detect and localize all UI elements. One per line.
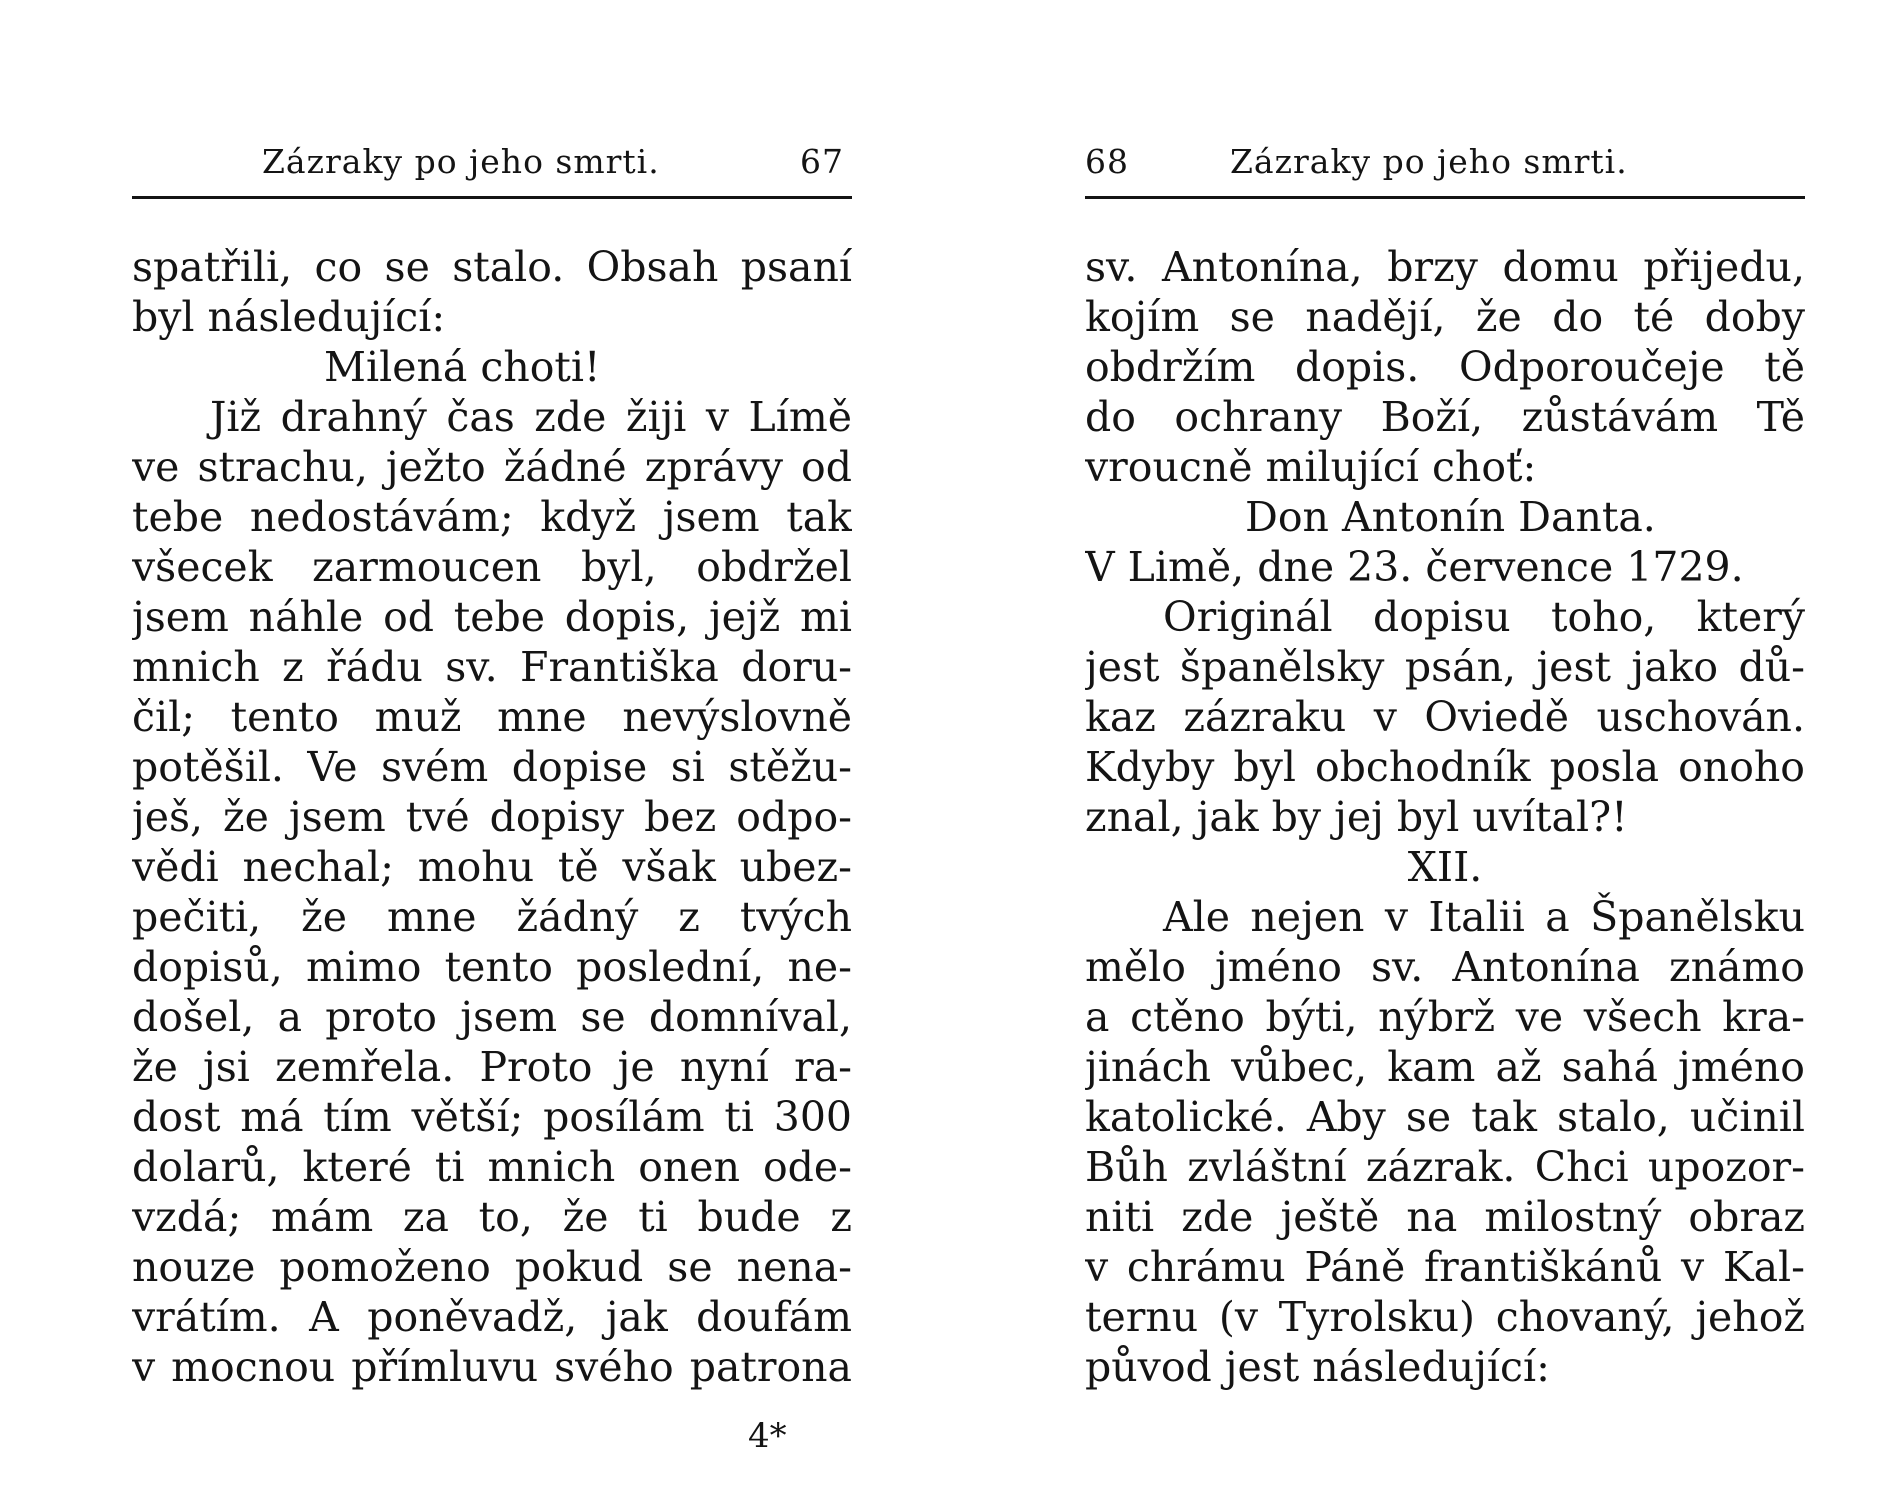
text-line: jsem náhle od tebe dopis, jejž mi xyxy=(132,593,852,641)
text-line: spatřili, co se stalo. Obsah psaní xyxy=(132,243,852,291)
text-line: ješ, že jsem tvé dopisy bez odpo- xyxy=(132,793,852,841)
text-line: potěšil. Ve svém dopise si stěžu- xyxy=(132,743,852,791)
letter-salutation: Milená choti! xyxy=(324,343,601,391)
text-line: ternu (v Tyrolsku) chovaný, jehož xyxy=(1085,1293,1805,1341)
text-line: dolarů, které ti mnich onen ode- xyxy=(132,1143,852,1191)
header-rule xyxy=(1085,196,1805,199)
text-line: kojím se nadějí, že do té doby xyxy=(1085,293,1805,341)
text-line: v mocnou přímluvu svého patrona xyxy=(132,1343,852,1391)
text-line: niti zde ještě na milostný obraz xyxy=(1085,1193,1805,1241)
text-line: čil; tento muž mne nevýslovně xyxy=(132,693,852,741)
text-line: pečiti, že mne žádný z tvých xyxy=(132,893,852,941)
text-line: Ale nejen v Italii a Španělsku xyxy=(1163,893,1805,941)
text-line: jest španělsky psán, jest jako dů- xyxy=(1085,643,1805,691)
text-line: mnich z řádu sv. Františka doru- xyxy=(132,643,852,691)
header-title: Zázraky po jeho smrti. xyxy=(262,142,660,181)
text-line: byl následující: xyxy=(132,293,446,341)
text-line: jinách vůbec, kam až sahá jméno xyxy=(1085,1043,1805,1091)
text-line: ve strachu, ježto žádné zprávy od xyxy=(132,443,852,491)
text-line: znal, jak by jej byl uvítal?! xyxy=(1085,793,1628,841)
text-line: všecek zarmoucen byl, obdržel xyxy=(132,543,852,591)
header-rule xyxy=(132,196,852,199)
text-line: Kdyby byl obchodník posla onoho xyxy=(1085,743,1805,791)
chapter-heading: XII. xyxy=(1407,843,1483,891)
text-line: do ochrany Boží, zůstávám Tě xyxy=(1085,393,1805,441)
letter-dateline: V Limě, dne 23. července 1729. xyxy=(1085,543,1744,591)
text-line: nouze pomoženo pokud se nena- xyxy=(132,1243,852,1291)
page-body xyxy=(1085,242,1805,1392)
text-line: vroucně milující choť: xyxy=(1085,443,1537,491)
text-line: vědi nechal; mohu tě však ubez- xyxy=(132,843,852,891)
text-line: v chrámu Páně františkánů v Kal- xyxy=(1085,1243,1805,1291)
text-line: kaz zázraku v Oviedě uschován. xyxy=(1085,693,1805,741)
text-line: a ctěno býti, nýbrž ve všech kra- xyxy=(1085,993,1805,1041)
text-line: vrátím. A poněvadž, jak doufám xyxy=(132,1293,852,1341)
text-line: dopisů, mimo tento poslední, ne- xyxy=(132,943,852,991)
text-line: katolické. Aby se tak stalo, učinil xyxy=(1085,1093,1805,1141)
signature-mark: 4* xyxy=(748,1416,787,1456)
text-line: původ jest následující: xyxy=(1085,1343,1550,1391)
text-line: Originál dopisu toho, který xyxy=(1163,593,1805,641)
text-line: tebe nedostávám; když jsem tak xyxy=(132,493,852,541)
text-line: došel, a proto jsem se domníval, xyxy=(132,993,852,1041)
text-line: Již drahný čas zde žiji v Límě xyxy=(210,393,852,441)
text-line: mělo jméno sv. Antonína známo xyxy=(1085,943,1805,991)
text-line: dost má tím větší; posílám ti 300 xyxy=(132,1093,852,1141)
page-body xyxy=(132,242,852,1392)
text-line: vzdá; mám za to, že ti bude z xyxy=(132,1193,852,1241)
text-line: že jsi zemřela. Proto je nyní ra- xyxy=(132,1043,852,1091)
text-line: obdržím dopis. Odporoučeje tě xyxy=(1085,343,1805,391)
letter-signature: Don Antonín Danta. xyxy=(1245,493,1656,541)
header-title: Zázraky po jeho smrti. xyxy=(1230,142,1628,181)
page-number: 67 xyxy=(800,142,844,181)
text-line: Bůh zvláštní zázrak. Chci upozor- xyxy=(1085,1143,1805,1191)
page-number: 68 xyxy=(1085,142,1129,181)
text-line: sv. Antonína, brzy domu přijedu, xyxy=(1085,243,1805,291)
